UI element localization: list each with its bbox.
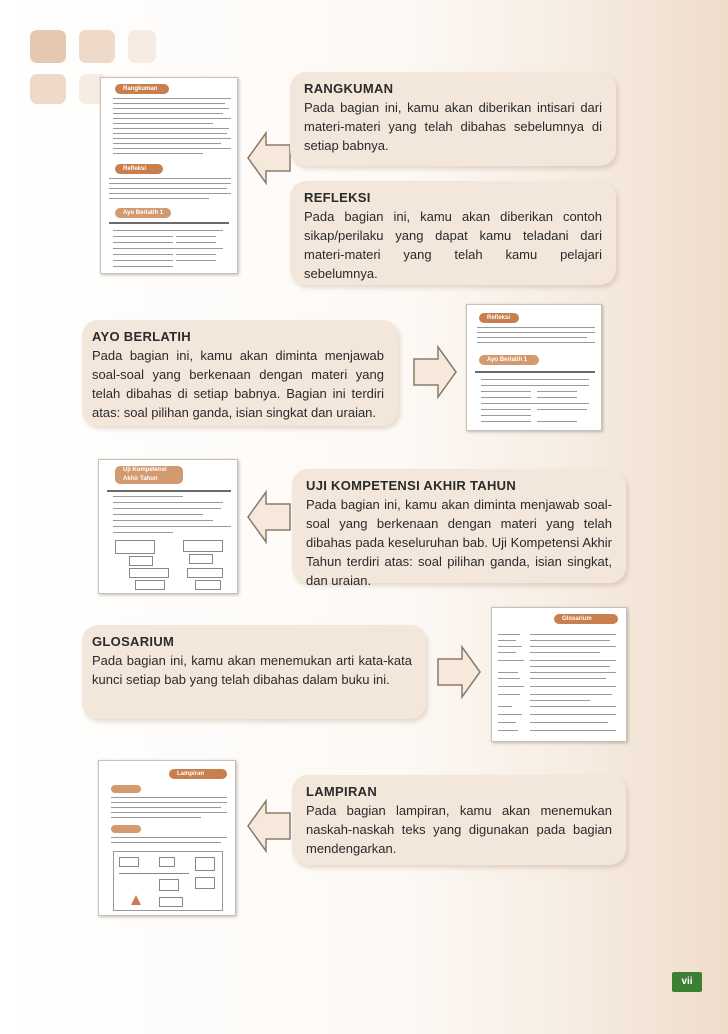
thumb-header: Uji Kompetensi Akhir Tahun	[115, 466, 183, 484]
glosarium-thumbnail	[491, 607, 627, 742]
section-title: RANGKUMAN	[304, 81, 394, 96]
arrow-left-icon	[246, 797, 292, 855]
section-text: Pada bagian ini, kamu akan diminta menjawab soal-soal yang berkenaan dengan materi yang telah dibahas pada keseluruhan bab. Uji Kompetensi Akhir Tahun terdiri atas: soal pilihan ganda, isian singkat, dan uraian.	[306, 497, 612, 588]
corner-square-2	[79, 30, 115, 63]
arrow-right-icon	[412, 343, 458, 401]
rangkuman-card	[290, 72, 616, 166]
thumb-header: Ayo Berlatih 1	[115, 208, 171, 218]
thumb-header: Glosarium	[554, 614, 618, 624]
lampiran-card	[292, 775, 626, 865]
glosarium-card	[82, 625, 426, 719]
section-text: Pada bagian ini, kamu akan diminta menjawab soal-soal yang berkenaan dengan materi yang telah dibahas di setiap babnya. Bagian ini terdiri atas: soal pilihan ganda, isian singkat dan uraian.	[92, 348, 384, 420]
lampiran-thumbnail	[98, 760, 236, 916]
uji-kompetensi-thumbnail	[98, 459, 238, 594]
thumb-header: Lampiran	[169, 769, 227, 779]
section-title: UJI KOMPETENSI AKHIR TAHUN	[306, 478, 517, 493]
section-text: Pada bagian ini, kamu akan diberikan contoh sikap/perilaku yang dapat kamu teladani dari materi-materi yang telah kamu pelajari sebelumnya.	[304, 209, 602, 281]
arrow-right-icon	[436, 643, 482, 701]
section-text: Pada bagian lampiran, kamu akan menemukan naskah-naskah teks yang digunakan pada bagian mendengarkan.	[306, 803, 612, 856]
corner-square-4	[30, 74, 66, 104]
section-title: GLOSARIUM	[92, 634, 175, 649]
thumb-header: Ayo Berlatih 1	[479, 355, 539, 365]
section-title: AYO BERLATIH	[92, 329, 191, 344]
section-text: Pada bagian ini, kamu akan diberikan intisari dari materi-materi yang telah dibahas sebelumnya di setiap babnya.	[304, 100, 602, 153]
corner-square-1	[30, 30, 66, 63]
thumb-header: Rangkuman	[115, 84, 169, 94]
section-text: Pada bagian ini, kamu akan menemukan arti kata-kata kunci setiap bab yang telah dibahas dalam buku ini.	[92, 653, 412, 687]
section-title: LAMPIRAN	[306, 784, 378, 799]
refleksi-card	[290, 181, 616, 285]
corner-square-3	[128, 30, 156, 63]
page-number: vii	[672, 972, 702, 992]
rangkuman-refleksi-thumbnail	[100, 77, 238, 274]
arrow-left-icon	[246, 129, 292, 187]
ayo-berlatih-thumbnail	[466, 304, 602, 431]
thumb-header: Refleksi	[479, 313, 519, 323]
arrow-left-icon	[246, 488, 292, 546]
thumb-header: Refleksi	[115, 164, 163, 174]
ayo-berlatih-card	[82, 320, 398, 426]
uji-kompetensi-card	[292, 469, 626, 588]
section-title: REFLEKSI	[304, 190, 371, 205]
